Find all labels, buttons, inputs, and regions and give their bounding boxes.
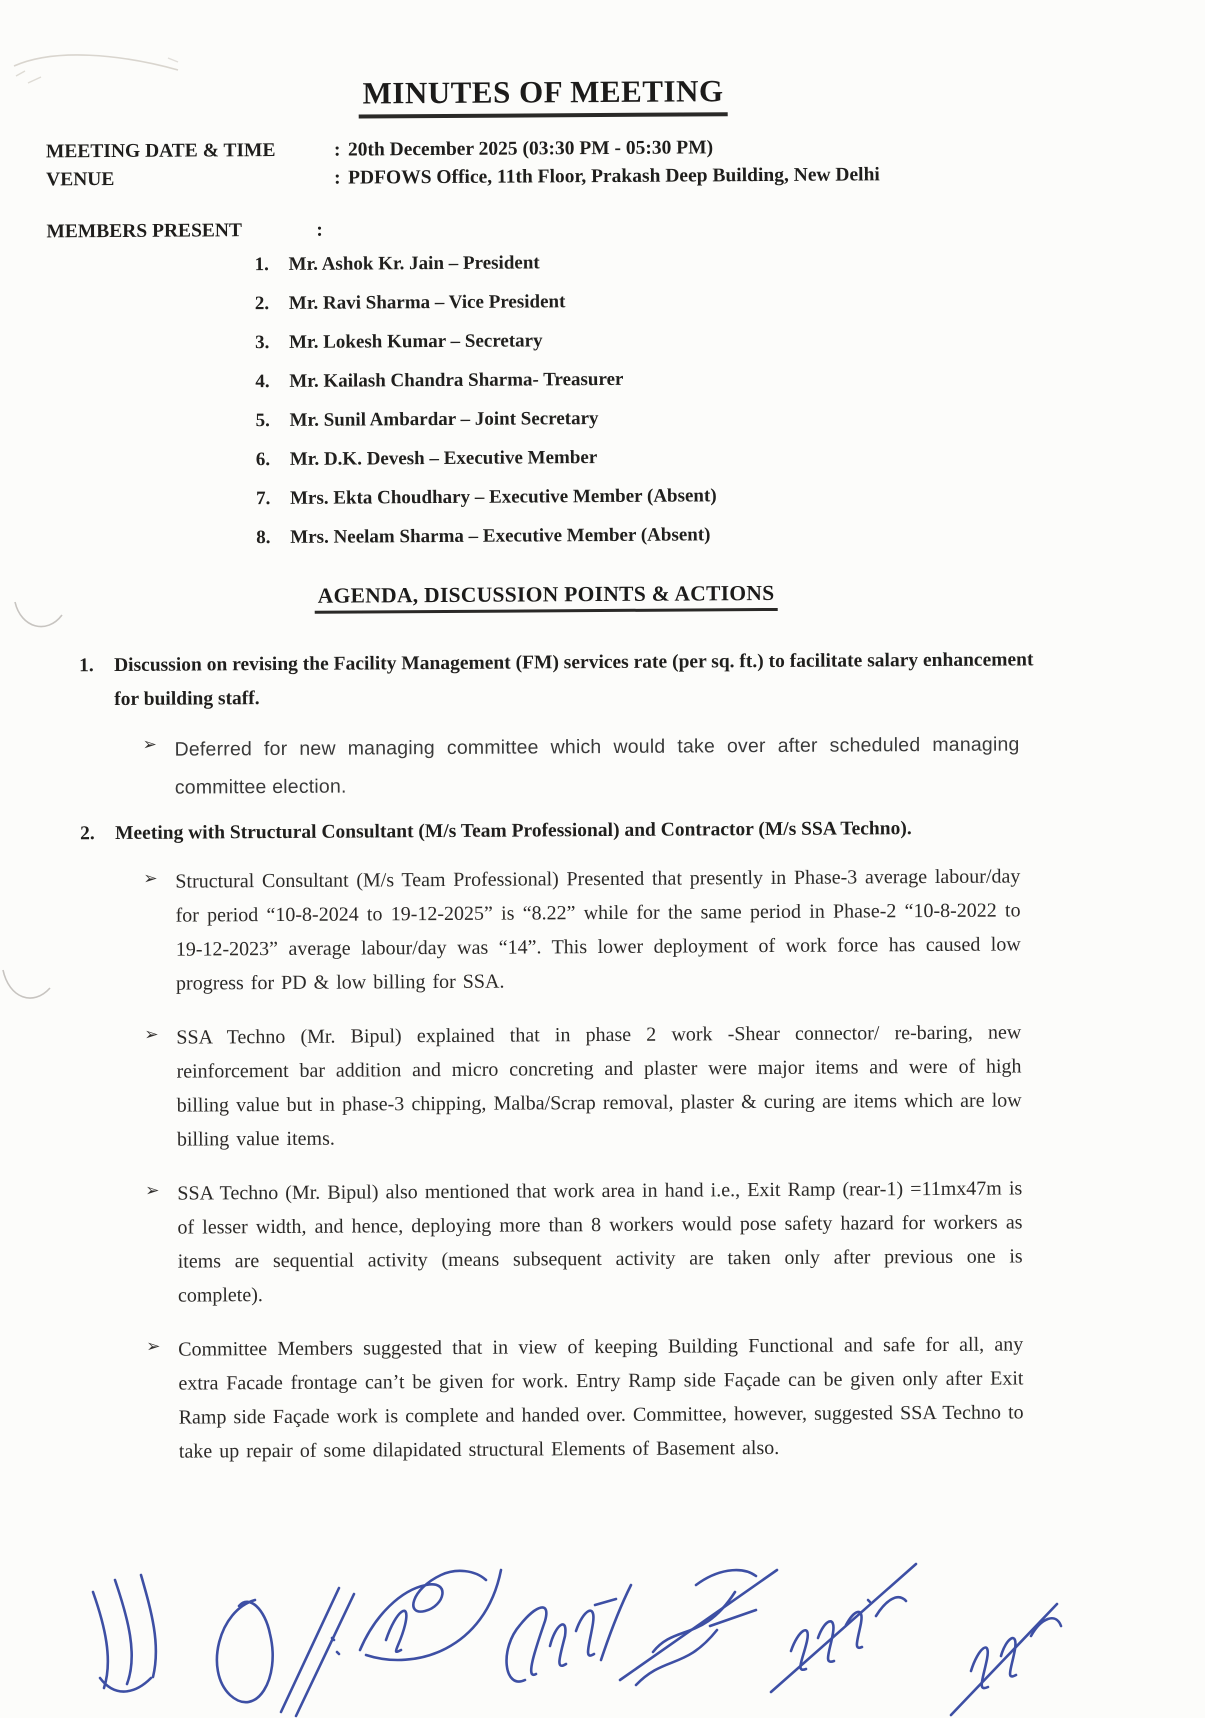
- member-number: 3.: [255, 332, 270, 354]
- page-title: MINUTES OF MEETING: [358, 73, 727, 118]
- bullet-list: [49, 725, 1044, 807]
- separator: :: [334, 167, 341, 189]
- arrow-bullet-icon: ➢: [146, 1336, 161, 1357]
- signature-3: [360, 1570, 501, 1660]
- bullet-text: Committee Members suggested that in view of keeping Building Functional and safe for all, any extra Facade frontage can’t be given for work. Entry Ramp side Façade can be given only after Exit Ramp side Façade work is complete and handed over. Committee, however, suggested SSA Techno to take up repair of some dilapidated structural Elements of Basement also.: [178, 1333, 1024, 1463]
- arrow-bullet-icon: ➢: [143, 868, 158, 889]
- meeting-meta: [46, 135, 1041, 197]
- member-number: 4.: [255, 371, 270, 393]
- member-row: [255, 366, 1042, 410]
- member-name: Mr. Ashok Kr. Jain – President: [288, 252, 540, 275]
- member-number: 8.: [256, 527, 271, 549]
- member-row: [255, 249, 1042, 293]
- bullet-text: Deferred for new managing committee which would take over after scheduled managing committee election.: [174, 733, 1020, 799]
- member-row: [256, 522, 1043, 566]
- venue-value: PDFOWS Office, 11th Floor, Prakash Deep Building, New Delhi: [348, 164, 880, 189]
- signature-7: [951, 1604, 1061, 1715]
- bullet-row: [143, 859, 1046, 1001]
- arrow-bullet-icon: ➢: [145, 1180, 160, 1201]
- member-name: Mrs. Ekta Choudhary – Executive Member (Absent): [289, 485, 717, 509]
- separator: :: [333, 139, 341, 161]
- bullet-row: [144, 1015, 1047, 1157]
- agenda-item: [50, 811, 1049, 1469]
- signature-4: [507, 1585, 631, 1682]
- member-number: 5.: [255, 410, 270, 432]
- signature-2: [217, 1588, 354, 1716]
- bullet-list: [50, 859, 1049, 1469]
- signatures-row: [55, 1530, 1145, 1718]
- signature-6: [771, 1564, 916, 1692]
- member-row: [256, 444, 1043, 488]
- agenda-section-heading: AGENDA, DISCUSSION POINTS & ACTIONS: [315, 581, 778, 614]
- member-number: 6.: [255, 449, 271, 471]
- separator: :: [316, 219, 323, 241]
- member-row: [255, 288, 1042, 332]
- bullet-row: [145, 1171, 1048, 1313]
- member-name: Mr. Lokesh Kumar – Secretary: [289, 330, 543, 353]
- member-row: [255, 405, 1042, 449]
- agenda-item: [49, 643, 1045, 807]
- bullet-text: SSA Techno (Mr. Bipul) also mentioned that work area in hand i.e., Exit Ramp (rear-1) =11mx47m is of lesser width, and hence, deploying more than 8 workers would pose safety hazard for workers as items are sequential activity (means subsequent activity are taken only after previous one is complete).: [177, 1177, 1023, 1307]
- venue-label: VENUE: [46, 168, 115, 191]
- agenda-item-title: Meeting with Structural Consultant (M/s Team Professional) and Contractor (M/s SSA Techno).: [115, 818, 912, 844]
- member-number: 1.: [254, 254, 269, 276]
- member-row: [255, 327, 1042, 371]
- agenda-items: [49, 643, 1049, 1469]
- agenda-item-title: Discussion on revising the Facility Management (FM) services rate (per sq. ft.) to facilitate salary enhancement for building staff.: [113, 649, 1034, 710]
- member-number: 2.: [254, 293, 270, 315]
- meeting-date-value: 20th December 2025 (03:30 PM - 05:30 PM): [347, 137, 714, 161]
- bullet-row: [146, 1327, 1049, 1469]
- member-number: 7.: [255, 488, 271, 510]
- member-row: [256, 483, 1043, 527]
- member-name: Mr. Sunil Ambardar – Joint Secretary: [289, 408, 599, 431]
- members-present-section: [46, 215, 1043, 567]
- member-name: Mr. Ravi Sharma – Vice President: [288, 291, 566, 314]
- member-name: Mr. D.K. Devesh – Executive Member: [289, 447, 598, 470]
- arrow-bullet-icon: ➢: [142, 734, 157, 755]
- members-present-label: MEMBERS PRESENT: [46, 220, 243, 243]
- member-name: Mrs. Neelam Sharma – Executive Member (Absent): [290, 524, 711, 548]
- bullet-row: [142, 725, 1044, 807]
- agenda-item-number: 2.: [80, 823, 95, 845]
- members-list: [255, 249, 1044, 566]
- arrow-bullet-icon: ➢: [144, 1024, 159, 1045]
- agenda-item-number: 1.: [78, 655, 94, 677]
- bullet-text: SSA Techno (Mr. Bipul) explained that in phase 2 work -Shear connector/ re-baring, new reinforcement bar addition and micro concreting and plaster were major items and were of high billing value but in phase-3 chipping, Malba/Scrap removal, plaster & curing are items which are low billing value items.: [176, 1021, 1022, 1151]
- signature-1: [93, 1575, 156, 1692]
- bullet-text: Structural Consultant (M/s Team Professional) Presented that presently in Phase-3 average labour/day for period “10-8-2024 to 19-12-2025” is “8.22” while for the same period in Phase-2 “10-8-2022 to 19-12-2023” average labour/day was “14”. This lower deployment of work force has caused low progress for PD & low billing for SSA.: [175, 865, 1021, 995]
- signature-5: [620, 1570, 777, 1685]
- member-name: Mr. Kailash Chandra Sharma- Treasurer: [289, 368, 624, 392]
- meeting-date-label: MEETING DATE & TIME: [45, 140, 276, 163]
- venue-row: [46, 163, 1041, 197]
